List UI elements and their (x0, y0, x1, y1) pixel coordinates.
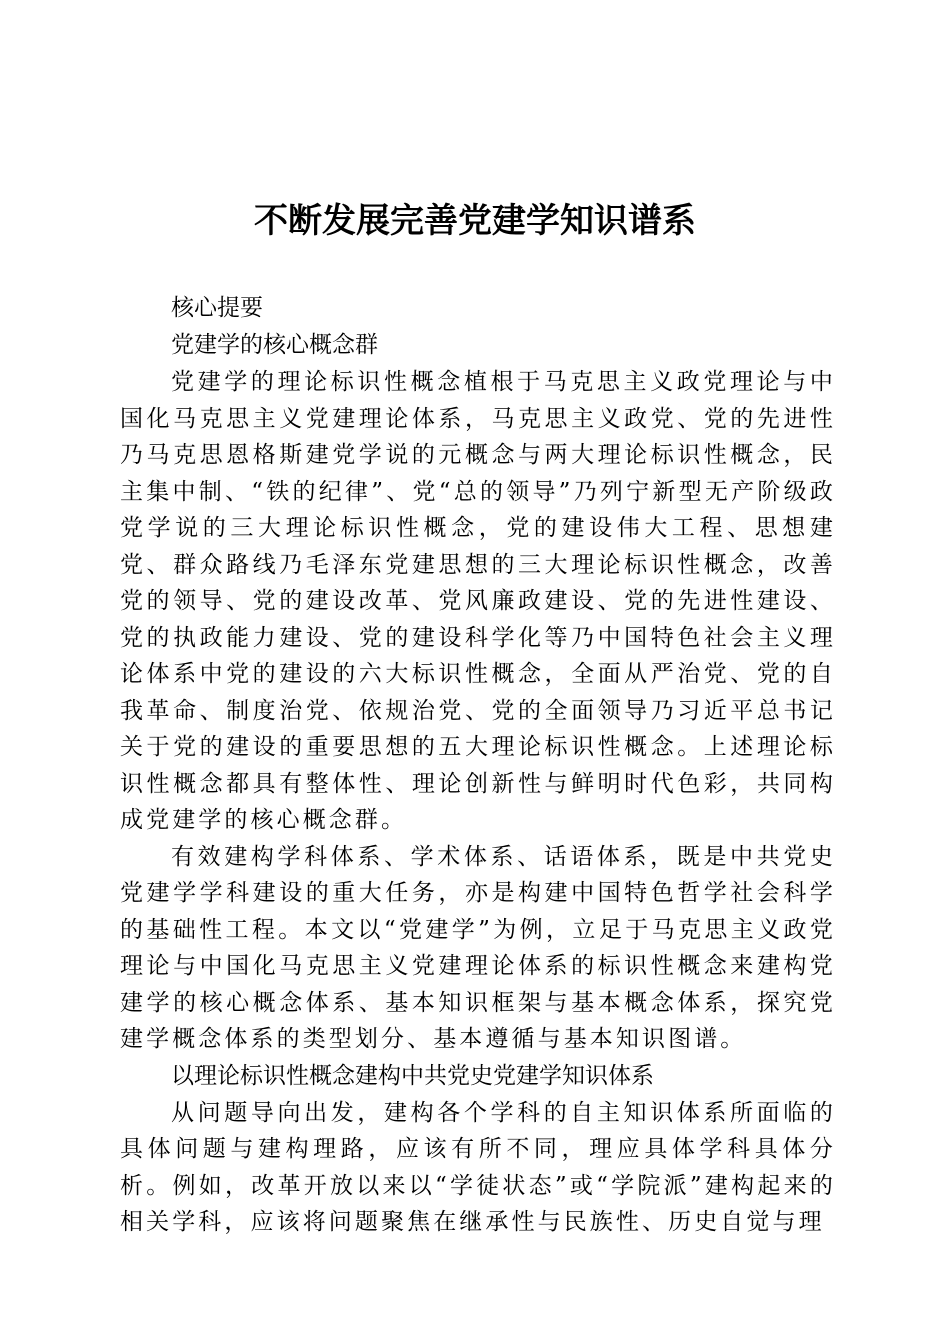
section-heading-knowledge-system: 以理论标识性概念建构中共党史党建学知识体系 (171, 1062, 654, 1089)
document-title: 不断发展完善党建学知识谱系 (254, 201, 696, 241)
paragraph-core-concepts: 党建学的理论标识性概念植根于马克思主义政党理论与中国化马克思主义党建理论体系，马克思主义政党、党的先进性乃马克思恩格斯建党学说的元概念与两大理论标识性概念，民主集中制、“铁的纪律”、党“总的领导”乃列宁新型无产阶级政党学说的三大理论标识性概念，党的建设伟大工程、思想建党、群众路线乃毛泽东党建思想的三大理论标识性概念，改善党的领导、党的建设改革、党风廉政建设、党的先进性建设、党的执政能力建设、党的建设科学化等乃中国特色社会主义理论体系中党的建设的六大标识性概念，全面从严治党、党的自我革命、制度治党、依规治党、党的全面领导乃习近平总书记关于党的建设的重要思想的五大理论标识性概念。上述理论标识性概念都具有整体性、理论创新性与鲜明时代色彩，共同构成党建学的核心概念群。 (120, 369, 836, 833)
paragraph-problem-orientation: 从问题导向出发，建构各个学科的自主知识体系所面临的具体问题与建构理路，应该有所不同，理应具体学科具体分析。例如，改革开放以来以“学徒状态”或“学院派”建构起来的相关学科，应该将问题聚焦在继承性与民族性、历史自觉与理 (120, 1099, 836, 1235)
section-heading-core-summary: 核心提要 (171, 295, 263, 321)
paragraph-discipline-construction: 有效建构学科体系、学术体系、话语体系，既是中共党史党建学学科建设的重大任务，亦是构建中国特色哲学社会科学的基础性工程。本文以“党建学”为例，立足于马克思主义政党理论与中国化马克思主义党建理论体系的标识性概念来建构党建学的核心概念体系、基本知识框架与基本概念体系，探究党建学概念体系的类型划分、基本遵循与基本知识图谱。 (120, 843, 836, 1052)
section-heading-core-concepts: 党建学的核心概念群 (171, 332, 378, 358)
document-body (120, 290, 836, 1241)
